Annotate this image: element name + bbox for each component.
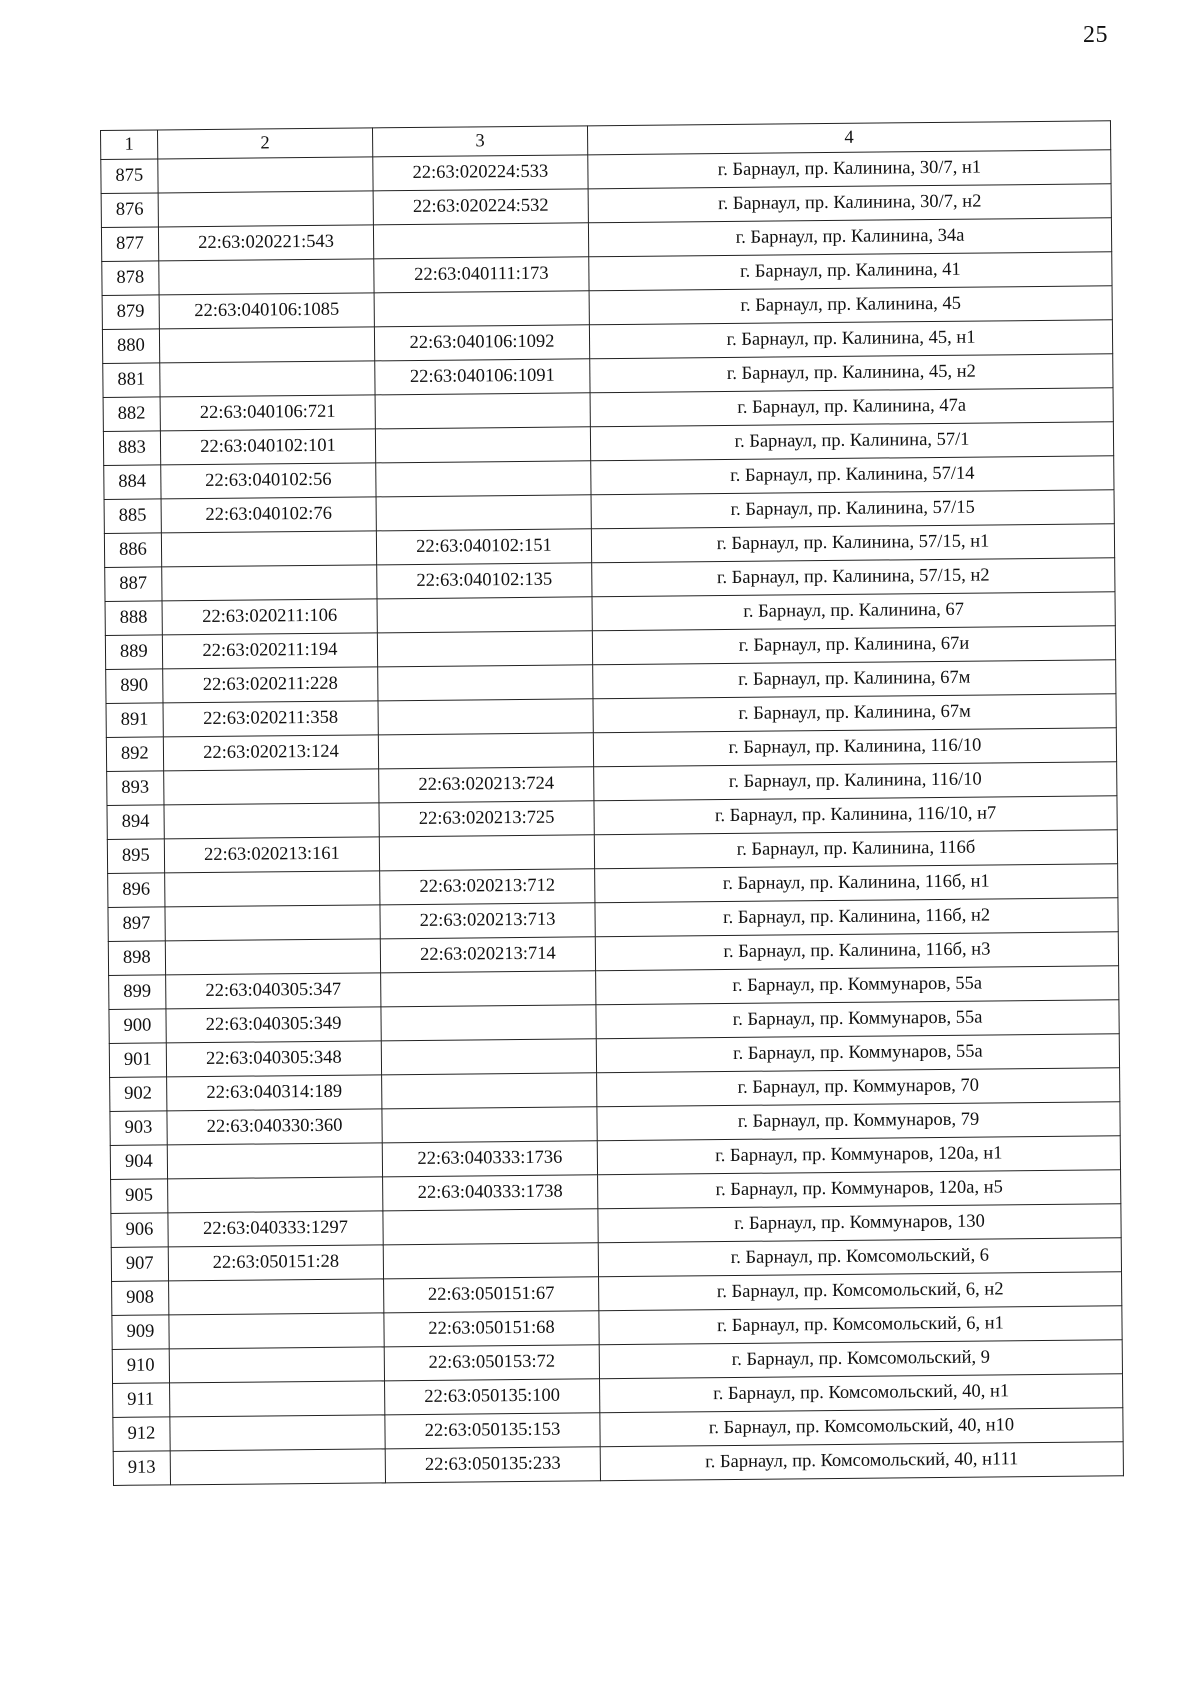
address: г. Барнаул, пр. Калинина, 45, н1 [589,320,1112,359]
address: г. Барнаул, пр. Калинина, 57/1 [590,422,1113,461]
address: г. Барнаул, пр. Комсомольский, 40, н1 [600,1374,1123,1413]
cadastral-number-col3: 22:63:020213:714 [380,937,595,973]
row-number: 881 [103,363,160,398]
address: г. Барнаул, пр. Калинина, 30/7, н1 [588,150,1111,189]
row-number: 907 [111,1247,168,1282]
cadastral-number-col2 [161,531,376,567]
cadastral-number-col3: 22:63:050151:67 [384,1277,599,1313]
cadastral-number-col2: 22:63:020211:194 [162,633,377,669]
row-number: 886 [104,533,161,568]
cadastral-number-col2 [170,1449,385,1485]
cadastral-number-col3 [378,699,593,735]
cadastral-number-col2 [169,1347,384,1383]
cadastral-number-col2: 22:63:020213:161 [164,837,379,873]
cadastral-number-col3: 22:63:020224:532 [373,189,588,225]
cadastral-number-col3 [382,1073,597,1109]
table-body [101,150,1124,1486]
address: г. Барнаул, пр. Комсомольский, 6, н1 [599,1306,1122,1345]
address: г. Барнаул, пр. Калинина, 116б, н3 [595,932,1118,971]
cadastral-number-col2: 22:63:040314:189 [167,1075,382,1111]
address: г. Барнаул, пр. Калинина, 34а [588,218,1111,257]
address: г. Барнаул, пр. Калинина, 116б, н1 [595,864,1118,903]
row-number: 899 [109,975,166,1010]
cadastral-number-col3 [375,393,590,429]
cadastral-number-col3: 22:63:050135:100 [385,1379,600,1415]
cadastral-number-col3: 22:63:020224:533 [373,155,588,191]
row-number: 903 [110,1111,167,1146]
address: г. Барнаул, пр. Калинина, 67и [592,626,1115,665]
cadastral-number-col3: 22:63:040333:1736 [382,1141,597,1177]
cadastral-number-col3 [381,1005,596,1041]
cadastral-number-col3 [378,665,593,701]
row-number: 908 [112,1281,169,1316]
cadastral-number-col3: 22:63:050135:153 [385,1413,600,1449]
cadastral-number-col3: 22:63:040106:1091 [375,359,590,395]
cadastral-number-col2 [164,769,379,805]
address: г. Барнаул, пр. Комсомольский, 40, н10 [600,1408,1123,1447]
page-number: 25 [1083,22,1108,48]
cadastral-number-col2: 22:63:040305:349 [166,1007,381,1043]
cadastral-number-col2: 22:63:020211:106 [162,599,377,635]
address: г. Барнаул, пр. Коммунаров, 55а [596,966,1119,1005]
row-number: 878 [102,261,159,296]
row-number: 906 [111,1213,168,1248]
address: г. Барнаул, пр. Калинина, 47а [590,388,1113,427]
cadastral-number-col3 [378,733,593,769]
row-number: 898 [108,941,165,976]
column-header-1: 1 [101,130,158,160]
cadastral-number-col2: 22:63:050151:28 [168,1245,383,1281]
row-number: 900 [109,1009,166,1044]
cadastral-number-col2 [159,327,374,363]
address: г. Барнаул, пр. Калинина, 116/10, н7 [594,796,1117,835]
row-number: 888 [105,601,162,636]
address: г. Барнаул, пр. Комсомольский, 40, н111 [600,1442,1123,1481]
address: г. Барнаул, пр. Калинина, 57/14 [591,456,1114,495]
cadastral-number-col2: 22:63:040333:1297 [168,1211,383,1247]
cadastral-number-col2 [170,1381,385,1417]
cadastral-number-col2 [169,1313,384,1349]
cadastral-number-col3: 22:63:040106:1092 [374,325,589,361]
cadastral-number-col3: 22:63:020213:725 [379,801,594,837]
cadastral-number-col3: 22:63:050135:233 [385,1447,600,1483]
address: г. Барнаул, пр. Калинина, 116б, н2 [595,898,1118,937]
cadastral-number-col3: 22:63:040333:1738 [383,1175,598,1211]
address: г. Барнаул, пр. Комсомольский, 6, н2 [599,1272,1122,1311]
address: г. Барнаул, пр. Калинина, 45, н2 [590,354,1113,393]
row-number: 885 [104,499,161,534]
address: г. Барнаул, пр. Коммунаров, 120а, н5 [598,1170,1121,1209]
cadastral-number-col2 [158,157,373,193]
cadastral-number-col3 [379,835,594,871]
address: г. Барнаул, пр. Калинина, 67м [593,694,1116,733]
address: г. Барнаул, пр. Коммунаров, 120а, н1 [597,1136,1120,1175]
address: г. Барнаул, пр. Коммунаров, 70 [597,1068,1120,1107]
cadastral-number-col2: 22:63:040102:101 [160,429,375,465]
cadastral-number-col3 [382,1107,597,1143]
cadastral-number-col3: 22:63:020213:713 [380,903,595,939]
column-header-3: 3 [372,126,587,157]
cadastral-number-col2: 22:63:020213:124 [163,735,378,771]
address: г. Барнаул, пр. Калинина, 30/7, н2 [588,184,1111,223]
cadastral-number-col3: 22:63:050153:72 [384,1345,599,1381]
cadastral-number-col3 [373,223,588,259]
row-number: 897 [108,907,165,942]
cadastral-number-col2 [165,939,380,975]
cadastral-number-col2 [169,1279,384,1315]
cadastral-number-col3: 22:63:040102:135 [377,563,592,599]
row-number: 904 [110,1145,167,1180]
cadastral-number-col3 [376,495,591,531]
registry-table-container [100,120,1123,1486]
address: г. Барнаул, пр. Коммунаров, 55а [596,1034,1119,1073]
row-number: 894 [107,805,164,840]
row-number: 901 [109,1043,166,1078]
cadastral-number-col2: 22:63:020211:228 [163,667,378,703]
address: г. Барнаул, пр. Калинина, 57/15 [591,490,1114,529]
cadastral-number-col2 [168,1177,383,1213]
row-number: 876 [101,193,158,228]
cadastral-number-col2 [158,191,373,227]
row-number: 896 [108,873,165,908]
row-number: 911 [113,1383,170,1418]
row-number: 892 [106,737,163,772]
address: г. Барнаул, пр. Калинина, 116/10 [593,728,1116,767]
cadastral-number-col3 [383,1209,598,1245]
cadastral-number-col2 [164,803,379,839]
cadastral-number-col2: 22:63:040106:721 [160,395,375,431]
address: г. Барнаул, пр. Калинина, 57/15, н2 [592,558,1115,597]
cadastral-number-col3 [381,971,596,1007]
cadastral-number-col2: 22:63:040330:360 [167,1109,382,1145]
cadastral-number-col2 [165,871,380,907]
row-number: 884 [104,465,161,500]
row-number: 877 [101,227,158,262]
column-header-4: 4 [587,121,1110,155]
cadastral-number-col3: 22:63:020213:712 [380,869,595,905]
address: г. Барнаул, пр. Калинина, 67м [593,660,1116,699]
cadastral-number-col2: 22:63:040106:1085 [159,293,374,329]
address: г. Барнаул, пр. Калинина, 116/10 [594,762,1117,801]
cadastral-number-col2 [167,1143,382,1179]
cadastral-number-col2: 22:63:040102:56 [161,463,376,499]
address: г. Барнаул, пр. Калинина, 67 [592,592,1115,631]
address: г. Барнаул, пр. Комсомольский, 9 [599,1340,1122,1379]
row-number: 889 [105,635,162,670]
cadastral-number-col3 [381,1039,596,1075]
cadastral-number-col3: 22:63:050151:68 [384,1311,599,1347]
cadastral-number-col2: 22:63:040305:348 [166,1041,381,1077]
row-number: 891 [106,703,163,738]
cadastral-number-col2 [170,1415,385,1451]
row-number: 902 [110,1077,167,1112]
address: г. Барнаул, пр. Калинина, 41 [589,252,1112,291]
address: г. Барнаул, пр. Коммунаров, 79 [597,1102,1120,1141]
cadastral-number-col2 [159,259,374,295]
row-number: 893 [107,771,164,806]
cadastral-number-col3 [377,597,592,633]
cadastral-number-col2: 22:63:040102:76 [161,497,376,533]
cadastral-number-col2 [162,565,377,601]
address: г. Барнаул, пр. Коммунаров, 130 [598,1204,1121,1243]
row-number: 883 [103,431,160,466]
cadastral-number-col2: 22:63:020221:543 [158,225,373,261]
row-number: 912 [113,1417,170,1452]
cadastral-number-col3 [375,427,590,463]
row-number: 890 [106,669,163,704]
row-number: 913 [113,1451,170,1486]
address: г. Барнаул, пр. Комсомольский, 6 [598,1238,1121,1277]
cadastral-number-col3: 22:63:040111:173 [374,257,589,293]
cadastral-number-col3 [383,1243,598,1279]
address: г. Барнаул, пр. Коммунаров, 55а [596,1000,1119,1039]
row-number: 875 [101,159,158,194]
address: г. Барнаул, пр. Калинина, 45 [589,286,1112,325]
row-number: 895 [107,839,164,874]
row-number: 887 [105,567,162,602]
cadastral-number-col3 [377,631,592,667]
registry-table [100,120,1124,1486]
row-number: 909 [112,1315,169,1350]
cadastral-number-col2: 22:63:040305:347 [166,973,381,1009]
cadastral-number-col3: 22:63:020213:724 [379,767,594,803]
row-number: 905 [111,1179,168,1214]
row-number: 882 [103,397,160,432]
cadastral-number-col2 [165,905,380,941]
cadastral-number-col2: 22:63:020211:358 [163,701,378,737]
cadastral-number-col3 [376,461,591,497]
cadastral-number-col3 [374,291,589,327]
column-header-2: 2 [158,128,373,159]
row-number: 910 [112,1349,169,1384]
cadastral-number-col2 [160,361,375,397]
row-number: 880 [102,329,159,364]
row-number: 879 [102,295,159,330]
address: г. Барнаул, пр. Калинина, 116б [594,830,1117,869]
address: г. Барнаул, пр. Калинина, 57/15, н1 [591,524,1114,563]
cadastral-number-col3: 22:63:040102:151 [376,529,591,565]
